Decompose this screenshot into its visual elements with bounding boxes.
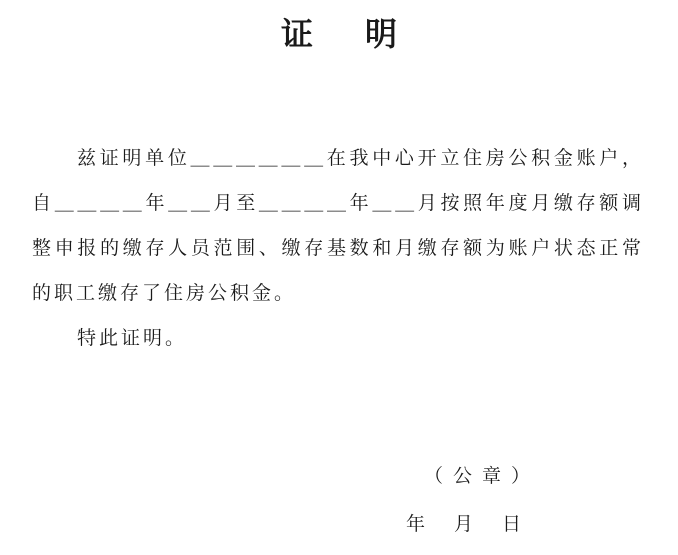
document-title (0, 12, 678, 56)
title-char-1: 证 (280, 15, 313, 53)
official-seal-label: （公章） (424, 465, 541, 487)
date-month-label: 月 (454, 513, 474, 535)
certification-paragraph: 兹证明单位＿＿＿＿＿＿在我中心开立住房公积金账户，自＿＿＿＿年＿＿月至＿＿＿＿年＿＿月按照年度月缴存额调整申报的缴存人员范围、缴存基数和月缴存额为账户状态正常的职工缴存了住房公积金。 (32, 147, 644, 304)
date-day-label: 日 (502, 513, 522, 535)
date-line (406, 506, 526, 542)
title-char-2: 明 (365, 15, 398, 53)
date-year-label: 年 (406, 513, 426, 535)
closing-statement: 特此证明。 (77, 327, 188, 349)
document-body (32, 136, 644, 361)
